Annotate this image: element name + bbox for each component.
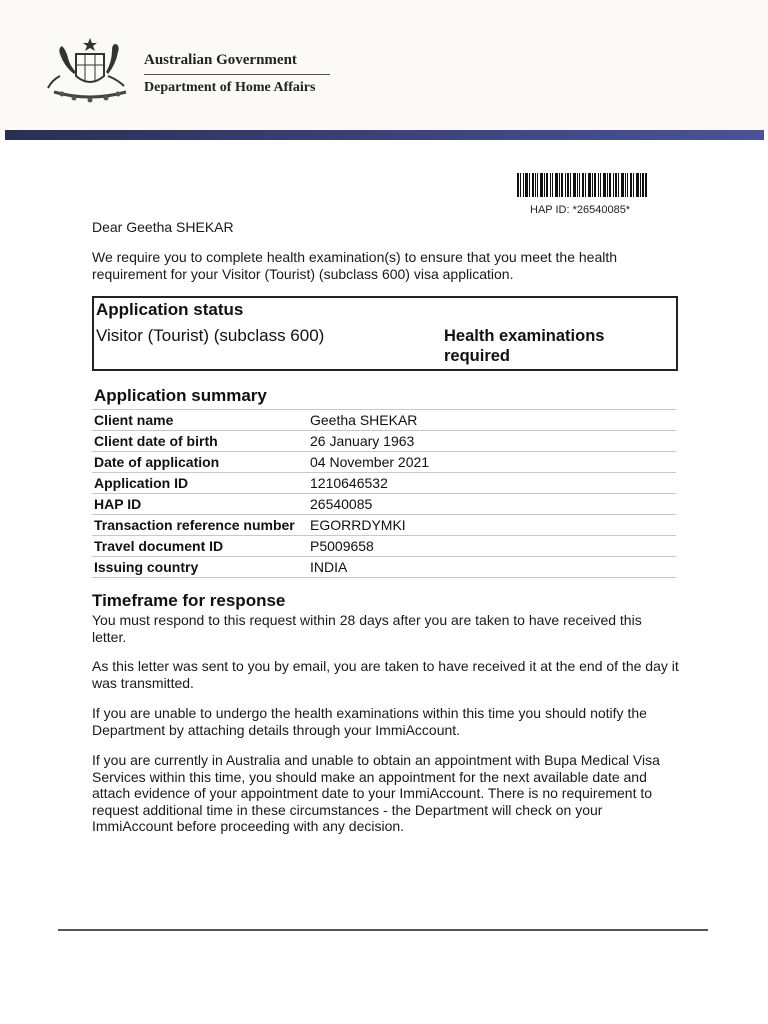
status-visa: Visitor (Tourist) (subclass 600) (96, 326, 325, 345)
row-label: Client name (92, 410, 308, 431)
table-row (92, 431, 676, 452)
coat-of-arms-icon (46, 36, 128, 108)
application-summary-table (92, 409, 676, 578)
intro-paragraph: We require you to complete health examination(s) to ensure that you meet the health requirement for your Visitor (Tourist) (subclass 600) visa application. (92, 249, 618, 282)
row-label: Date of application (92, 452, 308, 473)
row-value: EGORRDYMKI (308, 515, 676, 536)
government-name: Australian Government (144, 52, 297, 68)
row-label: Transaction reference number (92, 515, 308, 536)
timeframe-paragraph: As this letter was sent to you by email, you are taken to have received it at the end of the day it was transmitted. (92, 658, 679, 691)
timeframe-paragraph: If you are currently in Australia and unable to obtain an appointment with Bupa Medical Visa Services within this time, you should make an appointment for the next available date and attach evidence of your appointment date to your ImmiAccount. There is no requirement to request additional time in these circumstances - the Department will check on your ImmiAccount before proceeding with any decision. (92, 752, 660, 834)
row-label: Issuing country (92, 557, 308, 578)
row-label: Travel document ID (92, 536, 308, 557)
letterhead-divider (144, 74, 330, 75)
header-band (5, 130, 764, 140)
barcode-icon (517, 173, 647, 197)
table-row (92, 452, 676, 473)
row-value: 04 November 2021 (308, 452, 676, 473)
table-row (92, 494, 676, 515)
row-value: 26 January 1963 (308, 431, 676, 452)
footer-divider (58, 929, 708, 931)
table-row (92, 557, 676, 578)
department-name: Department of Home Affairs (144, 80, 316, 95)
timeframe-paragraph: You must respond to this request within 28 days after you are taken to have received this letter. (92, 612, 642, 645)
greeting: Dear Geetha SHEKAR (92, 219, 234, 235)
table-row (92, 536, 676, 557)
application-status-box (92, 296, 678, 371)
row-label: HAP ID (92, 494, 308, 515)
summary-heading: Application summary (94, 386, 267, 405)
row-value: 1210646532 (308, 473, 676, 494)
timeframe-heading: Timeframe for response (92, 591, 286, 610)
table-row (92, 410, 676, 431)
timeframe-paragraph: If you are unable to undergo the health examinations within this time you should notify the Department by attaching details through your ImmiAccount. (92, 705, 647, 738)
table-row (92, 515, 676, 536)
row-value: Geetha SHEKAR (308, 410, 676, 431)
status-heading: Application status (96, 300, 244, 319)
row-value: P5009658 (308, 536, 676, 557)
status-state: Health examinations required (444, 327, 605, 365)
row-label: Application ID (92, 473, 308, 494)
barcode-caption: HAP ID: *26540085* (530, 204, 631, 216)
row-value: 26540085 (308, 494, 676, 515)
table-row (92, 473, 676, 494)
row-label: Client date of birth (92, 431, 308, 452)
letterhead (0, 0, 768, 130)
row-value: INDIA (308, 557, 676, 578)
